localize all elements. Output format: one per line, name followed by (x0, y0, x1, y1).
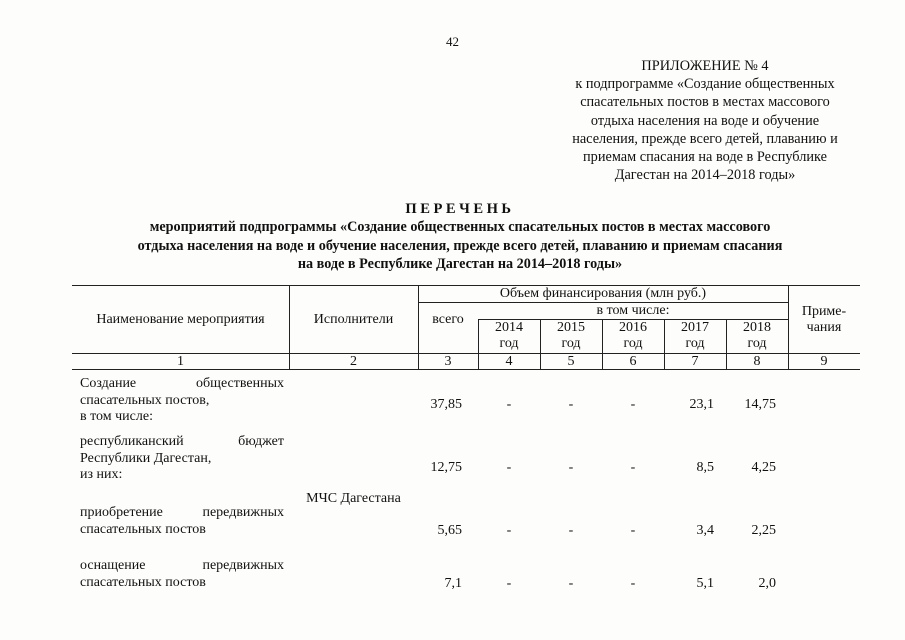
year-value: 2018 (743, 320, 771, 335)
events-table (72, 285, 860, 640)
name-line: Республики Дагестан, (80, 450, 212, 466)
table-row-name (80, 434, 284, 484)
column-number: 9 (820, 354, 828, 369)
cell-2017: 5,1 (696, 576, 714, 591)
cell-total: 5,65 (437, 523, 462, 538)
table-row-name (80, 376, 284, 426)
year-value: 2014 (495, 320, 523, 335)
header-notes-line: Приме- (801, 304, 847, 319)
header-notes-line: чания (806, 320, 842, 335)
year-unit: год (623, 336, 643, 351)
executor-cell: МЧС Дагестана (306, 491, 401, 506)
heading-line: отдыха населения на воде и обучение населения, прежде всего детей, плаванию и приемам спасания (137, 237, 783, 254)
cell-2015: - (568, 397, 574, 412)
header-financing: Объем финансирования (млн руб.) (499, 286, 707, 301)
year-unit: год (747, 336, 767, 351)
year-unit: год (499, 336, 519, 351)
cell-2018: 2,25 (751, 523, 776, 538)
cell-2014: - (506, 397, 512, 412)
cell-2016: - (630, 460, 636, 475)
year-value: 2015 (557, 320, 585, 335)
header-notes (788, 304, 860, 336)
cell-2015: - (568, 523, 574, 538)
appendix-block (560, 57, 850, 184)
cell-2016: - (630, 576, 636, 591)
cell-2018: 14,75 (744, 397, 776, 412)
year-unit: год (685, 336, 705, 351)
column-number: 5 (567, 354, 575, 369)
header-year (602, 320, 664, 352)
appendix-title: ПРИЛОЖЕНИЕ № 4 (641, 58, 769, 74)
column-number: 7 (691, 354, 699, 369)
cell-2018: 2,0 (758, 576, 776, 591)
appendix-line: спасательных постов в местах массового (580, 94, 830, 111)
header-year (540, 320, 602, 352)
cell-2017: 3,4 (696, 523, 714, 538)
year-value: 2016 (619, 320, 647, 335)
cell-2016: - (630, 523, 636, 538)
header-name: Наименование мероприятия (96, 312, 265, 327)
cell-2016: - (630, 397, 636, 412)
header-year (478, 320, 540, 352)
cell-2015: - (568, 460, 574, 475)
name-line: приобретение передвижных (80, 505, 284, 520)
name-line: оснащение передвижных (80, 558, 284, 573)
heading-line: на воде в Республике Дагестан на 2014–2018 годы» (297, 256, 623, 272)
header-year (664, 320, 726, 352)
appendix-line: приемам спасания на воде в Республике (583, 149, 827, 166)
appendix-line: Дагестан на 2014–2018 годы» (614, 167, 796, 184)
name-line: в том числе: (80, 409, 153, 424)
column-number: 8 (753, 354, 761, 369)
table-row-name (80, 505, 284, 538)
name-line: Создание общественных (80, 376, 284, 391)
header-including: в том числе: (596, 303, 670, 318)
column-number: 2 (350, 354, 357, 369)
name-line: из них: (80, 467, 123, 482)
header-year (726, 320, 788, 352)
cell-2014: - (506, 523, 512, 538)
year-unit: год (561, 336, 581, 351)
document-heading (80, 200, 840, 274)
name-line: республиканский бюджет (80, 434, 284, 449)
heading-word: ПЕРЕЧЕНЬ (405, 201, 515, 217)
cell-2018: 4,25 (751, 460, 776, 475)
name-line: спасательных постов (80, 521, 206, 537)
heading-line: мероприятий подпрограммы «Создание общественных спасательных постов в местах массового (149, 219, 771, 235)
cell-2017: 23,1 (689, 397, 714, 412)
cell-total: 12,75 (430, 460, 462, 475)
appendix-line: отдыха населения на воде и обучение (590, 112, 820, 129)
cell-2014: - (506, 460, 512, 475)
header-executors: Исполнители (313, 312, 394, 327)
cell-2015: - (568, 576, 574, 591)
cell-total: 37,85 (430, 397, 462, 412)
header-total: всего (432, 312, 464, 327)
page-number: 42 (446, 34, 459, 49)
cell-2017: 8,5 (696, 460, 714, 475)
table-row-name (80, 558, 284, 591)
appendix-line: населения, прежде всего детей, плаванию и (572, 130, 838, 147)
column-number: 1 (177, 354, 184, 369)
column-number: 4 (505, 354, 513, 369)
name-line: спасательных постов, (80, 392, 210, 408)
cell-total: 7,1 (444, 576, 462, 591)
column-number: 6 (629, 354, 637, 369)
cell-2014: - (506, 576, 512, 591)
appendix-line: к подпрограмме «Создание общественных (575, 76, 835, 93)
column-number: 3 (444, 354, 452, 369)
name-line: спасательных постов (80, 574, 206, 590)
year-value: 2017 (681, 320, 709, 335)
